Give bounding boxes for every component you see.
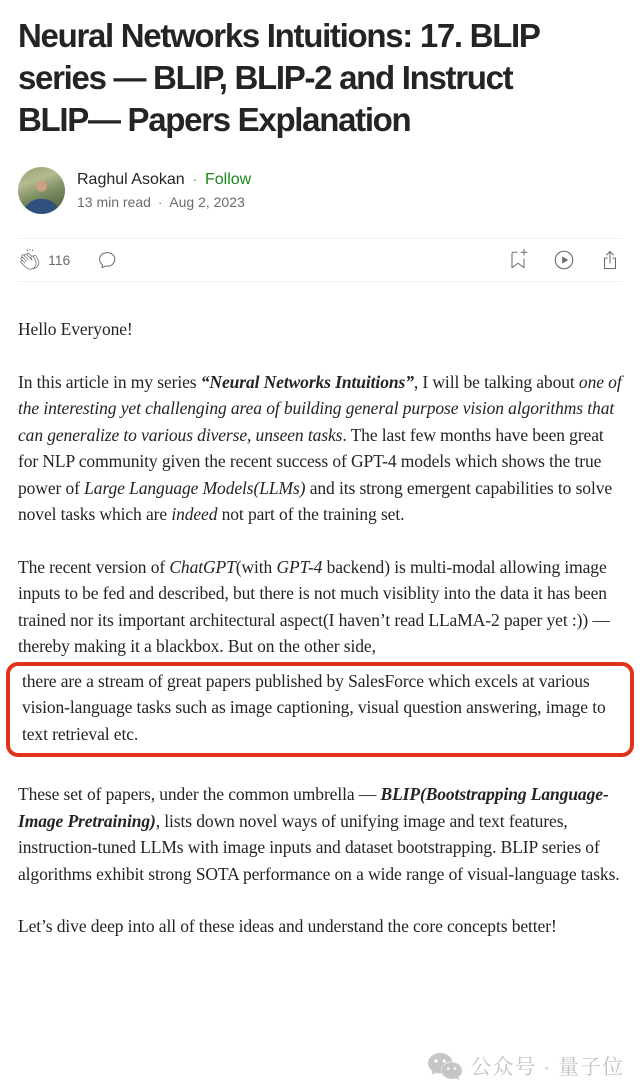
title-line: BLIP— Papers Explanation (18, 101, 411, 138)
paragraph-blip: These set of papers, under the common umbrella — BLIP(Bootstrapping Language-Image Pretraining), lists down novel ways of unifying image and text features, instruction-tuned LLMs with image inputs and dataset bootstrapping. BLIP series of algorithms exhibit strong SOTA performance on a wide range of visual-language tasks. (18, 784, 620, 884)
publish-date: Aug 2, 2023 (169, 194, 245, 210)
separator-dot: · (157, 195, 163, 210)
title-line: Neural Networks Intuitions: 17. BLIP (18, 17, 540, 54)
response-button[interactable] (96, 249, 118, 271)
clap-button[interactable] (18, 248, 70, 272)
highlighted-text: there are a stream of great papers published by SalesForce which excels at various vision-language tasks such as image captioning, visual question answering, image to text retrieval etc. (22, 670, 606, 744)
article-body (18, 316, 622, 940)
paragraph-closing: Let’s dive deep into all of these ideas and understand the core concepts better! (18, 916, 557, 936)
clap-count[interactable]: 116 (48, 252, 71, 268)
engagement-toolbar (18, 238, 622, 282)
author-name[interactable]: Raghul Asokan (77, 171, 185, 188)
wechat-icon (427, 1051, 463, 1081)
read-time: 13 min read (77, 194, 151, 210)
paragraph-intro: In this article in my series “Neural Networks Intuitions”, I will be talking about one of the interesting yet challenging area of building general purpose vision algorithms that can generalize to various diverse, unseen tasks. The last few months have been great for NLP community given the recent success of GPT-4 models which shows the true power of Large Language Models(LLMs) and its strong emergent capabilities to solve novel tasks which are indeed not part of the training set. (18, 371, 622, 524)
share-button[interactable] (598, 248, 622, 272)
follow-button[interactable]: Follow (204, 171, 252, 188)
author-meta (77, 171, 251, 210)
watermark-text: 公众号 · 量子位 (470, 1056, 624, 1079)
author-row (18, 167, 622, 214)
response-icon (96, 249, 118, 271)
article-title (18, 0, 622, 141)
paragraph-greeting: Hello Everyone! (18, 319, 133, 339)
listen-button[interactable] (552, 248, 576, 272)
title-line: series — BLIP, BLIP-2 and Instruct (18, 59, 513, 96)
highlight-box (6, 662, 634, 758)
share-icon (598, 248, 622, 272)
author-avatar[interactable] (18, 167, 65, 214)
bookmark-button[interactable] (506, 248, 530, 272)
paragraph-chatgpt: The recent version of ChatGPT(with GPT-4 backend) is multi-modal allowing image inputs to be fed and described, but there is not much visiblity into the data it has been trained nor its important architectural aspect(I haven’t read LLaMA-2 paper yet :)) — thereby making it a blackbox. But on the other side, (18, 556, 610, 656)
listen-icon (552, 248, 576, 272)
separator-dot: · (192, 172, 197, 187)
watermark (427, 1051, 624, 1081)
clap-icon (18, 248, 42, 272)
bookmark-add-icon (506, 248, 530, 272)
